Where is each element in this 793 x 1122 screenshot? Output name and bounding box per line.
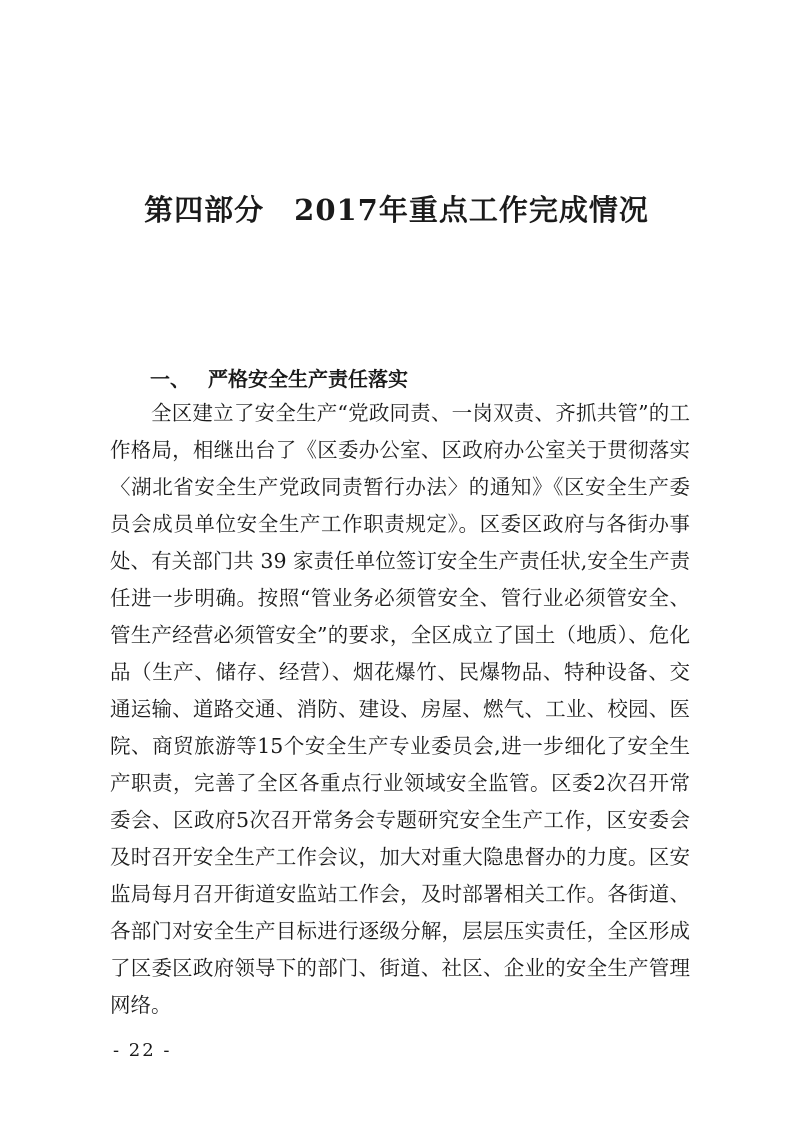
page-number: - 22 - <box>113 1040 172 1061</box>
page-title: 第四部分 2017年重点工作完成情况 <box>144 193 649 227</box>
section-heading-text: 严格安全生产责任落实 <box>208 367 408 391</box>
section-heading <box>150 363 408 392</box>
body-paragraph: 全区建立了安全生产“党政同责、一岗双责、齐抓共管”的工作格局，相继出台了《区委办公室、区政府办公室关于贯彻落实〈湖北省安全生产党政同责暂行办法〉的通知》《区安全生产委员会成员单位安全生产工作职责规定》。区委区政府与各街办事处、有关部门共 39 家责任单位签订安全生产责任状,安全生产责任进一步明确。按照“管业务必须管安全、管行业必须管安全、管生产经营必须管安全”的要求，全区成立了国土（地质）、危化品（生产、储存、经营）、烟花爆竹、民爆物品、特种设备、交通运输、道路交通、消防、建设、房屋、燃气、工业、校园、医院、商贸旅游等15个安全生产专业委员会,进一步细化了安全生产职责，完善了全区各重点行业领域安全监管。区委2次召开常委会、区政府5次召开常务会专题研究安全生产工作，区安委会及时召开安全生产工作会议，加大对重大隐患督办的力度。区安监局每月召开街道安监站工作会，及时部署相关工作。各街道、各部门对安全生产目标进行逐级分解，层层压实责任，全区形成了区委区政府领导下的部门、街道、社区、企业的安全生产管理网络。 <box>110 401 690 1017</box>
section-number: 一、 <box>150 367 190 391</box>
